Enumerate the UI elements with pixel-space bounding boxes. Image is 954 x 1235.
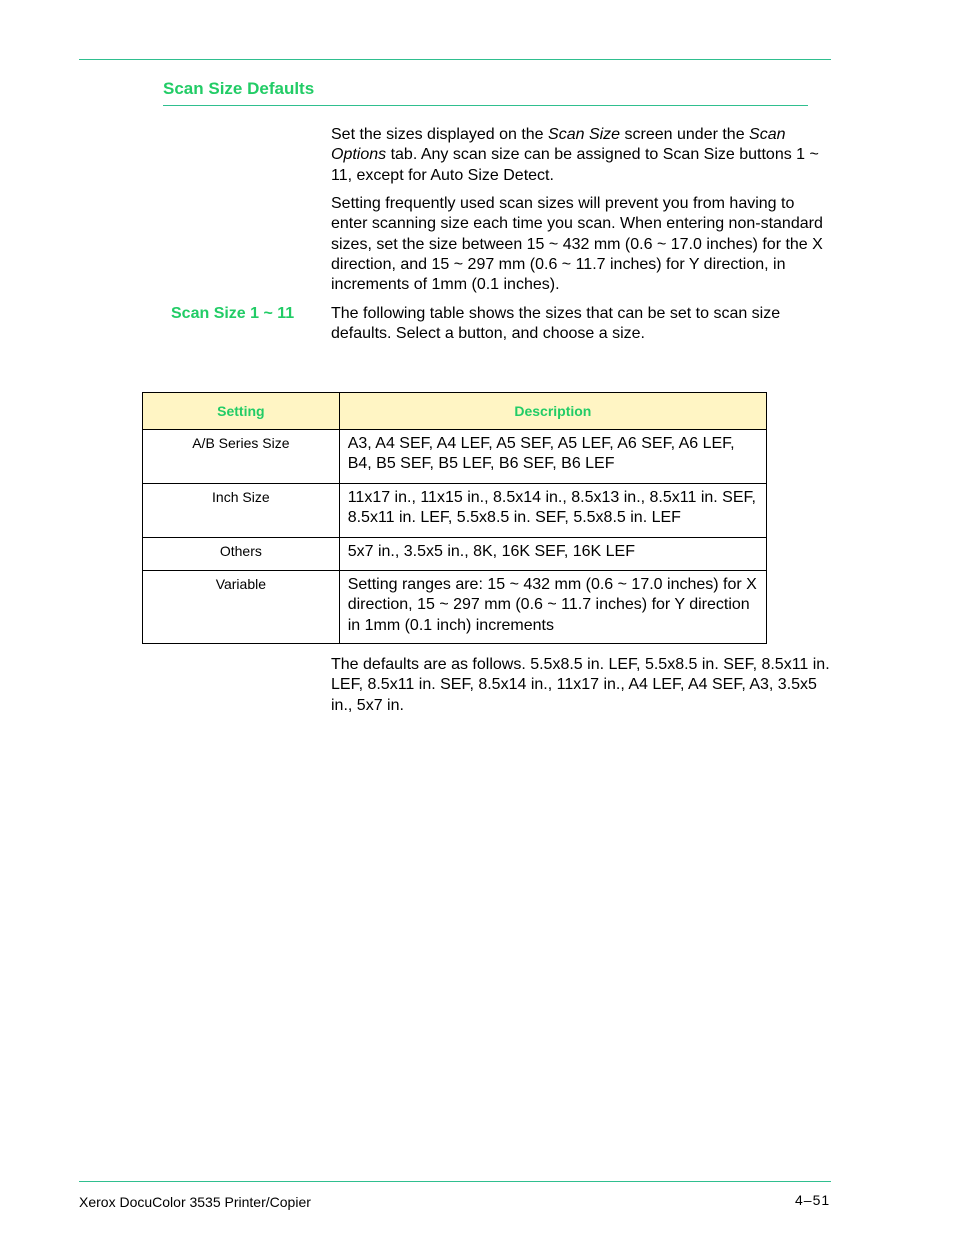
table-row: [143, 571, 767, 644]
table-row: [143, 484, 767, 538]
table-header-row: [143, 393, 767, 430]
description-cell: 11x17 in., 11x15 in., 8.5x14 in., 8.5x13 in., 8.5x11 in. SEF, 8.5x11 in. LEF, 5.5x8.5 in. SEF, 5.5x8.5 in. LEF: [339, 484, 766, 538]
setting-cell: Inch Size: [143, 484, 340, 538]
footer-product: Xerox DocuColor 3535 Printer/Copier: [79, 1194, 311, 1210]
scan-size-paragraph: The following table shows the sizes that can be set to scan size defaults. Select a button, and choose a size.: [331, 305, 781, 343]
description-cell: 5x7 in., 3.5x5 in., 8K, 16K SEF, 16K LEF: [339, 538, 766, 571]
description-cell: Setting ranges are: 15 ~ 432 mm (0.6 ~ 17.0 inches) for X direction, 15 ~ 297 mm (0.6 ~ 11.7 inches) for Y direction in 1mm (0.1 inch) increments: [339, 571, 766, 644]
setting-cell: A/B Series Size: [143, 430, 340, 484]
intro-italic-scan-options: Scan Options: [331, 126, 786, 164]
setting-cell: Variable: [143, 571, 340, 644]
intro-italic-scan-size: Scan Size: [548, 126, 621, 143]
setting-cell: Others: [143, 538, 340, 571]
section-title: Scan Size Defaults: [163, 79, 315, 98]
defaults-paragraph: The defaults are as follows. 5.5x8.5 in. LEF, 5.5x8.5 in. SEF, 8.5x11 in. LEF, 8.5x11 in. SEF, 8.5x14 in., 11x17 in., A4 LEF, A4 SEF, A3, 3.5x5 in., 5x7 in.: [331, 656, 830, 714]
table-row: [143, 538, 767, 571]
intro-text-1: Set the sizes displayed on the: [331, 126, 549, 143]
scan-size-table: [142, 392, 767, 644]
intro-text-3: tab. Any scan size can be assigned to Scan Size buttons 1 ~ 11, except for Auto Size Detect.: [331, 146, 819, 184]
table-row: [143, 430, 767, 484]
footer-page-number: 4–51: [795, 1192, 831, 1208]
top-rule: [79, 59, 831, 60]
footer-rule: [79, 1181, 831, 1182]
intro-paragraph-1: [331, 125, 831, 186]
header-description: Description: [339, 393, 766, 430]
intro-paragraph-2: Setting frequently used scan sizes will prevent you from having to enter scanning size each time you scan. When entering non-standard sizes, set the size between 15 ~ 432 mm (0.6 ~ 17.0 inches) for the X direction, and 15 ~ 297 mm (0.6 ~ 11.7 inches) for Y direction, in increments of 1mm (0.1 inches).: [331, 195, 823, 294]
scan-size-heading: Scan Size 1 ~ 11: [171, 305, 295, 322]
header-setting: Setting: [143, 393, 340, 430]
section-rule: [163, 105, 808, 106]
description-cell: A3, A4 SEF, A4 LEF, A5 SEF, A5 LEF, A6 SEF, A6 LEF, B4, B5 SEF, B5 LEF, B6 SEF, B6 LEF: [339, 430, 766, 484]
intro-text-2: screen under the: [620, 126, 750, 143]
